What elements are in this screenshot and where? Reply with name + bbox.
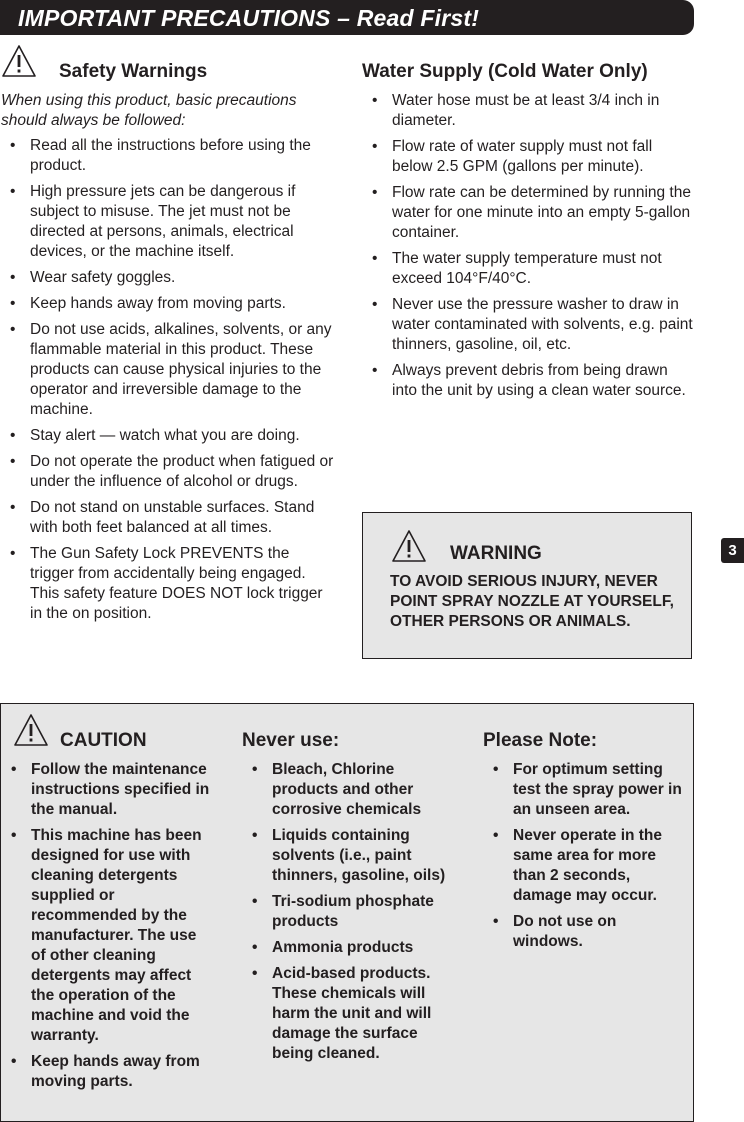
list-item: • Acid-based products. These chemicals will harm the unit and will damage the surface being cleaned.	[242, 964, 454, 1064]
water-supply-heading: Water Supply (Cold Water Only)	[362, 61, 648, 82]
please-note-list	[483, 760, 685, 958]
warning-text: TO AVOID SERIOUS INJURY, NEVER POINT SPRAY NOZZLE AT YOURSELF, OTHER PERSONS OR ANIMALS.	[390, 573, 674, 630]
please-note-heading: Please Note:	[483, 730, 598, 751]
list-item: • Do not stand on unstable surfaces. Stand with both feet balanced at all times.	[0, 498, 335, 538]
list-item: • Keep hands away from moving parts.	[0, 294, 335, 314]
list-item: • For optimum setting test the spray power in an unseen area.	[483, 760, 685, 820]
list-item: • Read all the instructions before using the product.	[0, 136, 335, 176]
list-item: • Follow the maintenance instructions specified in the manual.	[1, 760, 213, 820]
list-item: • Do not use acids, alkalines, solvents, or any flammable material in this product. These products can cause physical injuries to the operator and irreversible damage to the machine.	[0, 320, 335, 420]
list-item: • Water hose must be at least 3/4 inch in diameter.	[362, 91, 696, 131]
list-item: • The Gun Safety Lock PREVENTS the trigger from accidentally being engaged. This safety feature DOES NOT lock trigger in the on position.	[0, 544, 335, 624]
list-item: • Wear safety goggles.	[0, 268, 335, 288]
list-item: • Ammonia products	[242, 938, 454, 958]
warning-title: WARNING	[450, 543, 542, 564]
list-item: • Tri-sodium phosphate products	[242, 892, 454, 932]
list-item: • Flow rate can be determined by running the water for one minute into an empty 5-gallon container.	[362, 183, 696, 243]
caution-box	[0, 703, 694, 1122]
caution-heading: CAUTION	[60, 730, 147, 751]
list-item: • Do not operate the product when fatigued or under the influence of alcohol or drugs.	[0, 452, 335, 492]
list-item: • Never operate in the same area for more than 2 seconds, damage may occur.	[483, 826, 685, 906]
page-title: IMPORTANT PRECAUTIONS – Read First!	[18, 5, 480, 31]
water-supply-list	[362, 91, 696, 407]
warning-box	[362, 512, 692, 659]
list-item: • Always prevent debris from being drawn into the unit by using a clean water source.	[362, 361, 696, 401]
safety-warnings-heading: Safety Warnings	[59, 61, 208, 82]
safety-warnings-list	[0, 136, 335, 630]
list-item: • Bleach, Chlorine products and other corrosive chemicals	[242, 760, 454, 820]
never-use-heading: Never use:	[242, 730, 340, 751]
list-item: • Flow rate of water supply must not fall below 2.5 GPM (gallons per minute).	[362, 137, 696, 177]
safety-intro: When using this product, basic precautions should always be followed:	[1, 92, 297, 129]
warning-triangle-icon	[13, 713, 49, 747]
list-item: • High pressure jets can be dangerous if subject to misuse. The jet must not be directed at persons, animals, electrical devices, or the machine itself.	[0, 182, 335, 262]
list-item: • Liquids containing solvents (i.e., paint thinners, gasoline, oils)	[242, 826, 454, 886]
warning-triangle-icon	[1, 44, 37, 78]
never-use-list	[242, 760, 454, 1070]
caution-list	[1, 760, 213, 1098]
list-item: • Never use the pressure washer to draw in water contaminated with solvents, e.g. paint thinners, gasoline, oil, etc.	[362, 295, 696, 355]
header-bar	[0, 0, 694, 35]
list-item: • This machine has been designed for use with cleaning detergents supplied or recommended by the manufacturer. The use of other cleaning detergents may affect the operation of the machine and void the warranty.	[1, 826, 213, 1046]
list-item: • The water supply temperature must not exceed 104°F/40°C.	[362, 249, 696, 289]
list-item: • Stay alert — watch what you are doing.	[0, 426, 335, 446]
list-item: • Keep hands away from moving parts.	[1, 1052, 213, 1092]
page-number-tab: 3	[721, 538, 744, 563]
warning-triangle-icon	[391, 529, 427, 563]
list-item: • Do not use on windows.	[483, 912, 685, 952]
